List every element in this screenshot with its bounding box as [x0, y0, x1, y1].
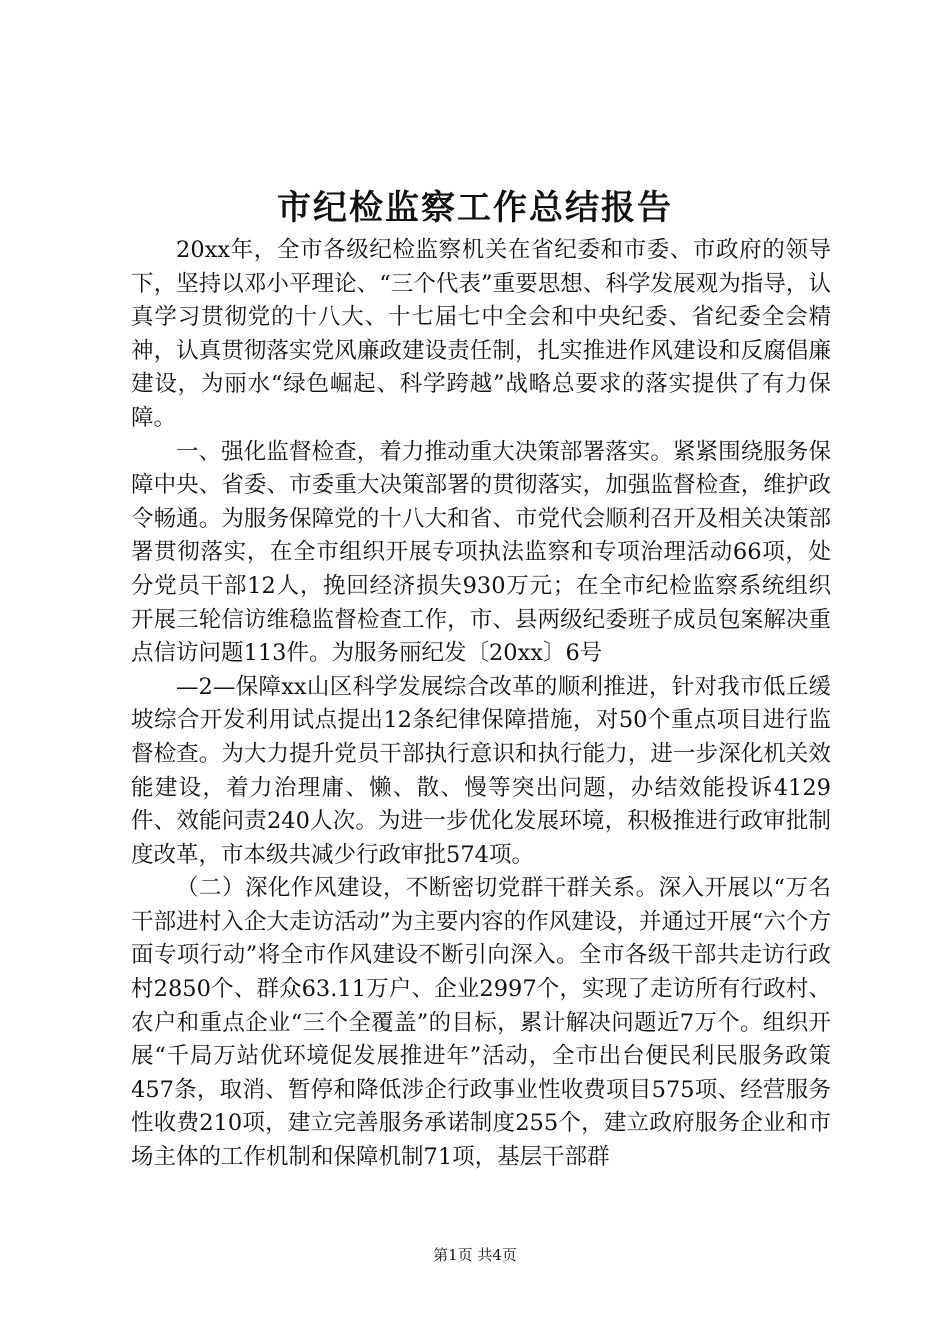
document-body	[131, 234, 831, 1175]
paragraph-intro: 20xx年，全市各级纪检监察机关在省纪委和市委、市政府的领导下，坚持以邓小平理论、“三个代表”重要思想、科学发展观为指导，认真学习贯彻党的十八大、十七届七中全会和中央纪委、省纪委全会精神，认真贯彻落实党风廉政建设责任制，扎实推进作风建设和反腐倡廉建设，为丽水“绿色崛起、科学跨越”战略总要求的落实提供了有力保障。	[131, 237, 831, 431]
page-footer: 第1页 共4页	[433, 1246, 517, 1264]
paragraph-section-one-continued: —2—保障xx山区科学发展综合改革的顺利推进，针对我市低丘缓坡综合开发利用试点提出12条纪律保障措施，对50个重点项目进行监督检查。为大力提升党员干部执行意识和执行能力，进一步深化机关效能建设，着力治理庸、懒、散、慢等突出问题，办结效能投诉4129件、效能问责240人次。为进一步优化发展环境，积极推进行政审批制度改革，市本级共减少行政审批574项。	[131, 673, 831, 868]
paragraph-section-one: 一、强化监督检查，着力推动重大决策部署落实。紧紧围绕服务保障中央、省委、市委重大决策部署的贯彻落实，加强监督检查，维护政令畅通。为服务保障党的十八大和省、市党代会顺利召开及相关决策部署贯彻落实，在全市组织开展专项执法监察和专项治理活动66项，处分党员干部12人，挽回经济损失930万元；在全市纪检监察系统组织开展三轮信访维稳监督检查工作，市、县两级纪委班子成员包案解决重点信访问题113件。为服务丽纪发〔20xx〕6号	[131, 438, 831, 667]
paragraph-section-two: （二）深化作风建设，不断密切党群干群关系。深入开展以“万名干部进村入企大走访活动”为主要内容的作风建设，并通过开展“六个方面专项行动”将全市作风建设不断引向深入。全市各级干部共走访行政村2850个、群众63.11万户、企业2997个，实现了走访所有行政村、农户和重点企业“三个全覆盖”的目标，累计解决问题近7万个。组织开展“千局万站优环境促发展推进年”活动，全市出台便民利民服务政策457条，取消、暂停和降低涉企行政事业性收费项目575项、经营服务性收费210项，建立完善服务承诺制度255个，建立政府服务企业和市场主体的工作机制和保障机制71项，基层干部群	[131, 875, 831, 1171]
document-title: 市纪检监察工作总结报告	[277, 188, 673, 228]
